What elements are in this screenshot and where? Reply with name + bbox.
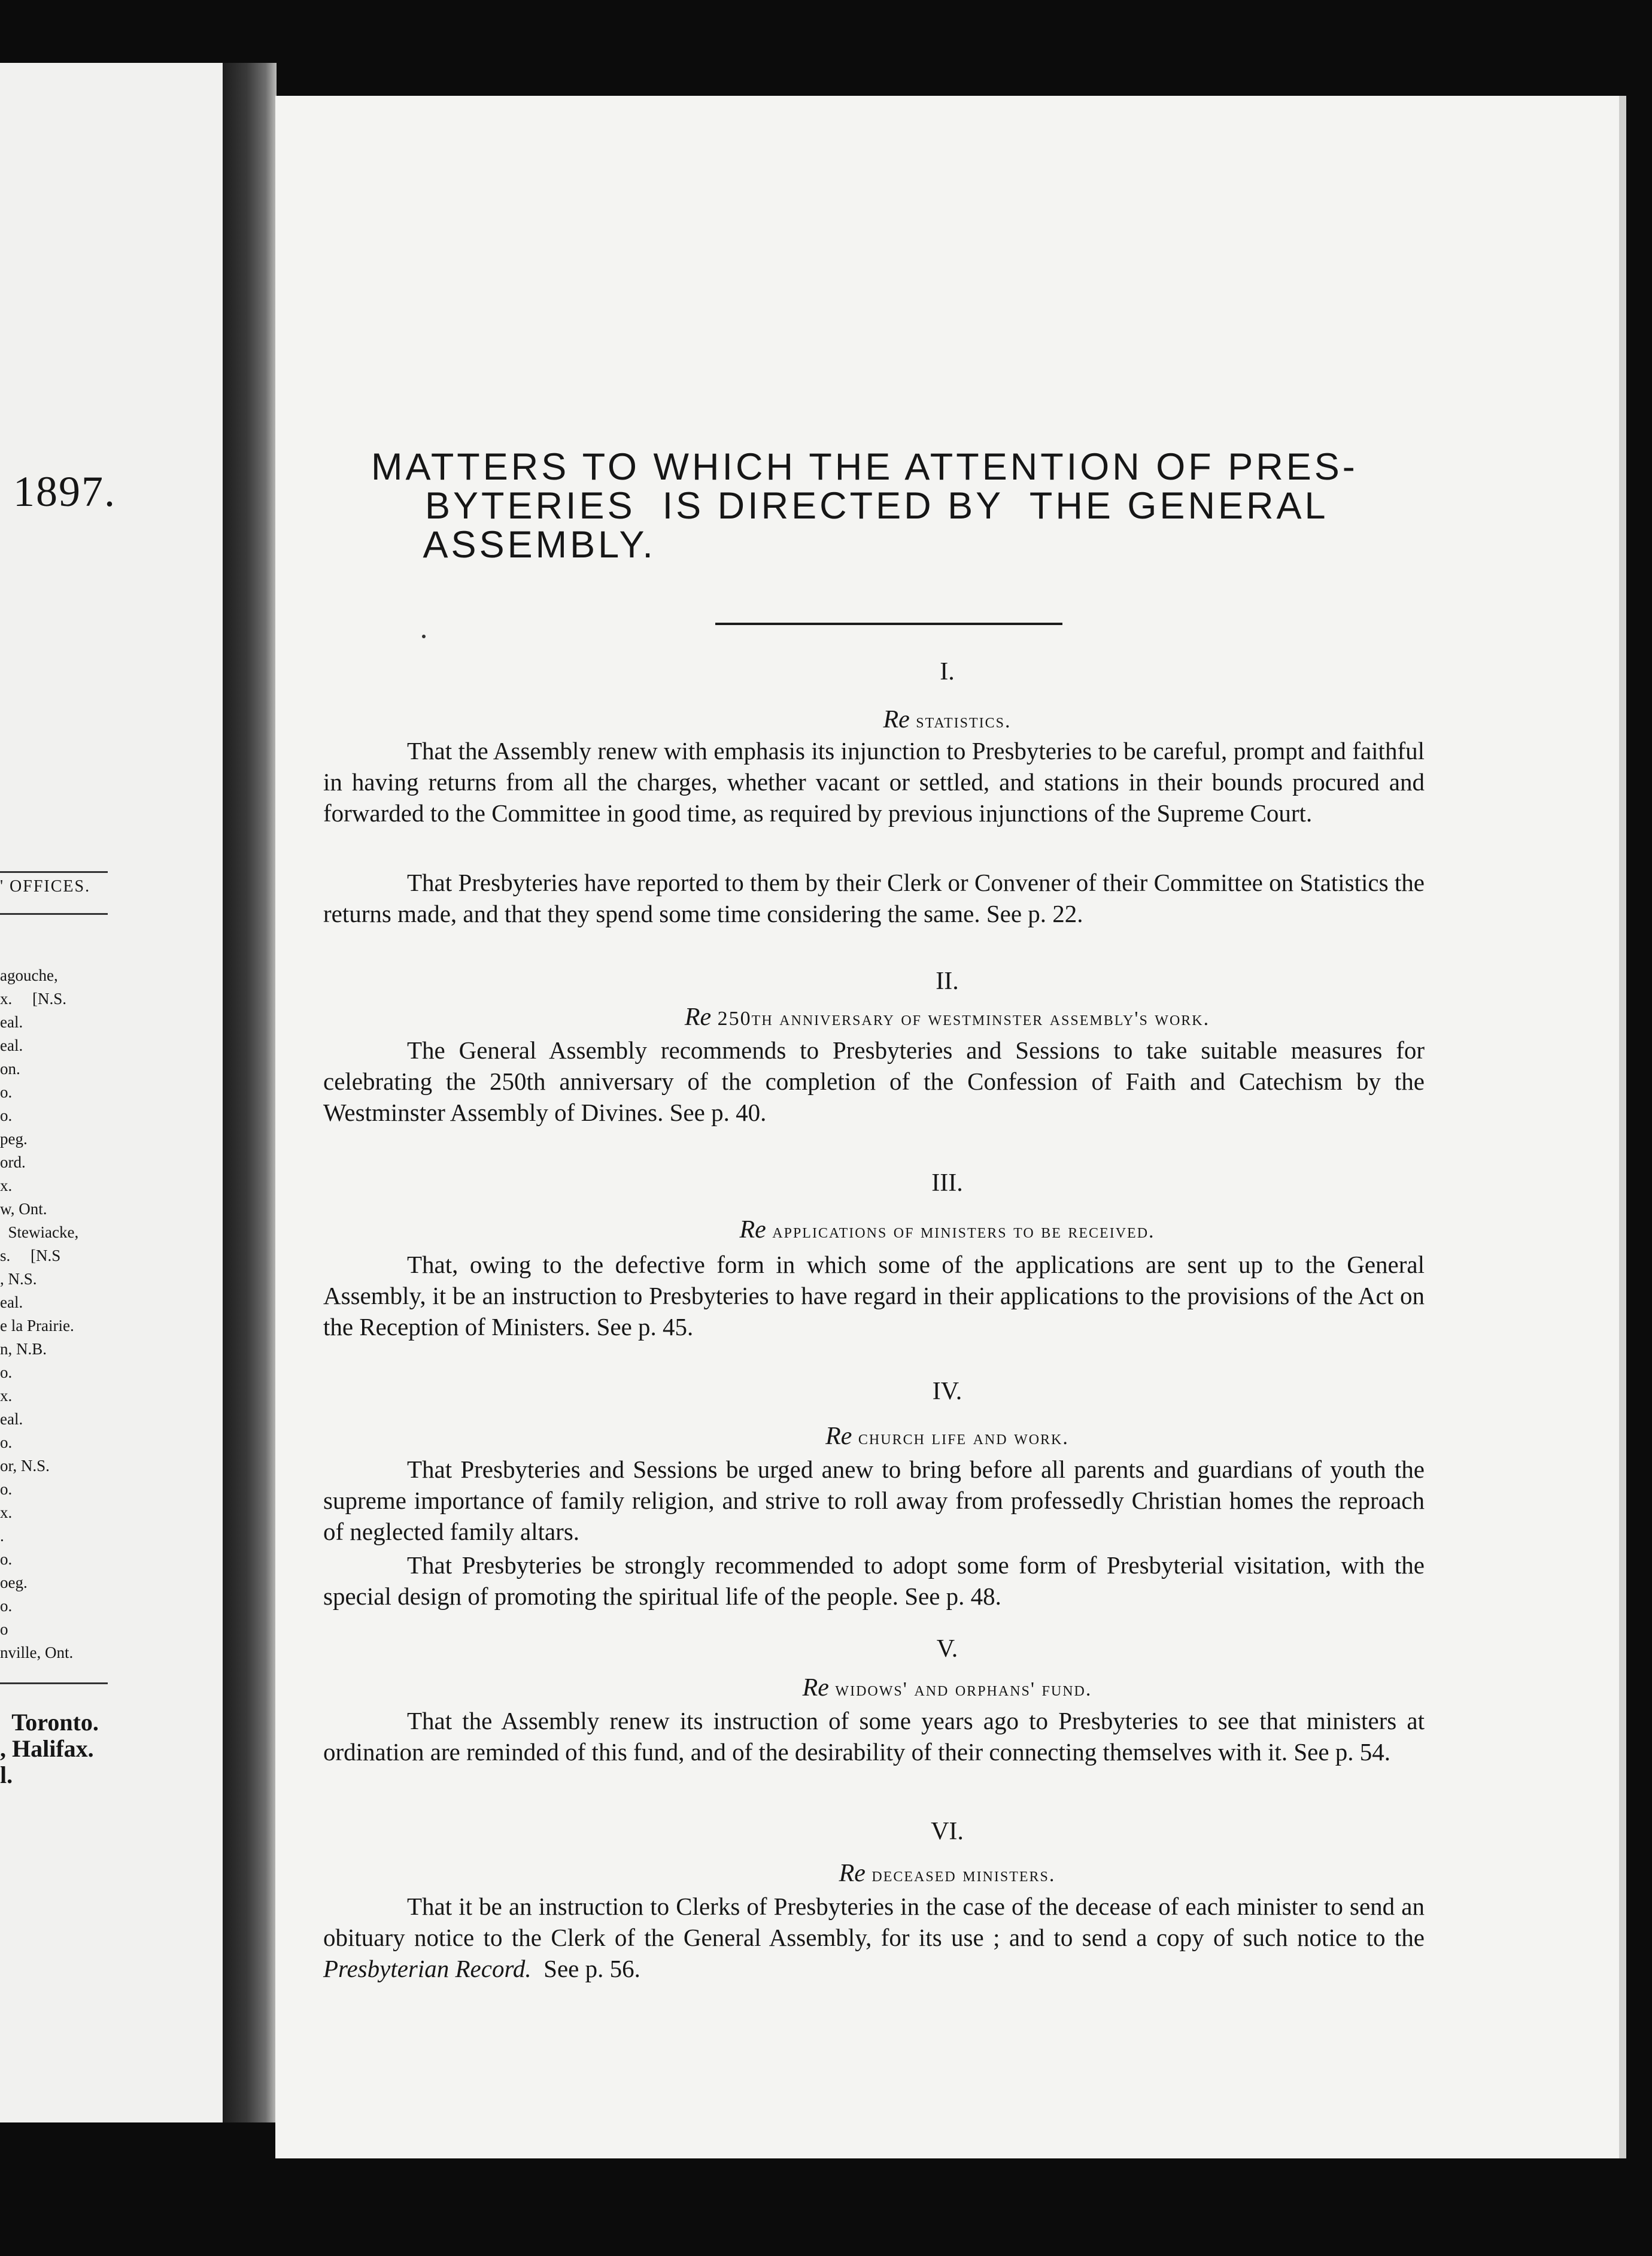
left-page-line: o.	[0, 1480, 13, 1498]
left-page-line: o.	[0, 1106, 13, 1124]
left-page-line: eal.	[0, 1293, 23, 1311]
left-page-line: o.	[0, 1550, 13, 1568]
page-title	[371, 448, 1448, 565]
left-page-line: .	[0, 1527, 4, 1545]
title-line: ASSEMBLY.	[371, 524, 656, 566]
left-page-line: o.	[0, 1597, 13, 1615]
section-number: VI.	[931, 1818, 964, 1845]
section-number: V.	[936, 1635, 958, 1663]
section-heading: Re 250th anniversary of westminster assembly's work.	[684, 1003, 1210, 1031]
left-page-line: Toronto.	[0, 1709, 99, 1736]
left-page-line: l.	[0, 1761, 13, 1788]
section-paragraph: The General Assembly recommends to Presbyteries and Sessions to take suitable measures for celebrating the 250th anniversary of the completion of the Confession of Faith and Catechism by the Westminster Assembly of Divines. See p. 40.	[323, 1036, 1425, 1126]
speck	[422, 635, 426, 638]
left-page-line: e la Prairie.	[0, 1317, 74, 1335]
left-page-line: o.	[0, 1083, 13, 1101]
left-page-line: agouche,	[0, 966, 58, 984]
left-page-line: peg.	[0, 1130, 28, 1148]
left-page-line: , N.S.	[0, 1270, 37, 1288]
left-page-line: x.	[0, 1176, 13, 1194]
section-paragraph: That, owing to the defective form in which some of the applications are sent up to the General Assembly, it be an instruction to Presbyteries to have regard in their applications to the provisions of the Act on the Reception of Ministers. See p. 45.	[323, 1251, 1425, 1341]
left-rule-bottom	[0, 1682, 108, 1684]
left-page-line: x.	[0, 1387, 13, 1405]
left-page-line: o.	[0, 1363, 13, 1381]
left-offices-heading: ' OFFICES.	[0, 877, 91, 896]
left-page-year: 1897.	[13, 468, 116, 516]
left-page-line: eal.	[0, 1410, 23, 1428]
left-page-line: w, Ont.	[0, 1200, 47, 1218]
title-divider	[715, 623, 1062, 625]
section-heading: Re widows' and orphans' fund.	[802, 1674, 1092, 1702]
book-gutter	[223, 63, 277, 2122]
left-page-line: x.	[0, 1503, 13, 1521]
section-paragraph: That Presbyteries be strongly recommended to adopt some form of Presbyterial visitation, with the special design of promoting the spiritual life of the people. See p. 48.	[323, 1551, 1425, 1610]
section-number: I.	[940, 658, 955, 686]
left-page-line: or, N.S.	[0, 1457, 50, 1475]
left-page-line: o.	[0, 1433, 13, 1451]
section-heading: Re church life and work.	[825, 1423, 1069, 1450]
section-paragraph: That Presbyteries have reported to them by their Clerk or Convener of their Committee on Statistics the returns made, and that they spend some time considering the same. See p. 22.	[323, 869, 1425, 927]
section-paragraph: That Presbyteries and Sessions be urged anew to bring before all parents and guardians of youth the supreme importance of family religion, and strive to roll away from professedly Christian homes the reproach of neglected family altars.	[323, 1456, 1425, 1545]
left-address-block	[0, 1709, 99, 1788]
left-page-line: ord.	[0, 1153, 26, 1171]
left-page-line: oeg.	[0, 1573, 28, 1591]
left-page-line: s. [N.S	[0, 1247, 61, 1265]
left-offices-list	[0, 964, 78, 1664]
page-edge	[1619, 96, 1626, 2158]
title-line: BYTERIES IS DIRECTED BY THE GENERAL	[371, 485, 1329, 527]
section-paragraph: That the Assembly renew with emphasis its injunction to Presbyteries to be careful, prompt and faithful in having returns from all the charges, whether vacant or settled, and stations in their bounds procured and forwarded to the Committee in good time, as required by previous injunctions of the Supreme Court.	[323, 737, 1425, 827]
section-heading: Re statistics.	[883, 706, 1012, 733]
section-heading: Re applications of ministers to be received.	[739, 1216, 1155, 1244]
left-page-line: n, N.B.	[0, 1340, 47, 1358]
left-page-line: eal.	[0, 1013, 23, 1031]
section-heading: Re deceased ministers.	[839, 1860, 1056, 1887]
section-number: III.	[931, 1169, 963, 1197]
left-page-line: on.	[0, 1060, 20, 1078]
left-page-line: , Halifax.	[0, 1735, 94, 1762]
section-number: II.	[936, 968, 959, 995]
left-page-line: Stewiacke,	[0, 1223, 79, 1241]
left-page-line: nville, Ont.	[0, 1644, 74, 1661]
title-line: MATTERS TO WHICH THE ATTENTION OF PRES-	[371, 446, 1358, 488]
section-paragraph: That it be an instruction to Clerks of Presbyteries in the case of the decease of each minister to send an obituary notice to the Clerk of the General Assembly, for its use ; and to send a copy of such notice to the Presbyterian Record. See p. 56.	[323, 1893, 1425, 1982]
left-page-line: x. [N.S.	[0, 990, 67, 1008]
section-number: IV.	[932, 1378, 962, 1405]
section-paragraph: That the Assembly renew its instruction of some years ago to Presbyteries to see that ministers at ordination are reminded of this fund, and of the desirability of their connecting themselves with it. See p. 54.	[323, 1707, 1425, 1766]
left-rule-mid	[0, 913, 108, 915]
left-rule-top	[0, 871, 108, 873]
left-page-line: o	[0, 1620, 8, 1638]
left-page-line: eal.	[0, 1036, 23, 1054]
